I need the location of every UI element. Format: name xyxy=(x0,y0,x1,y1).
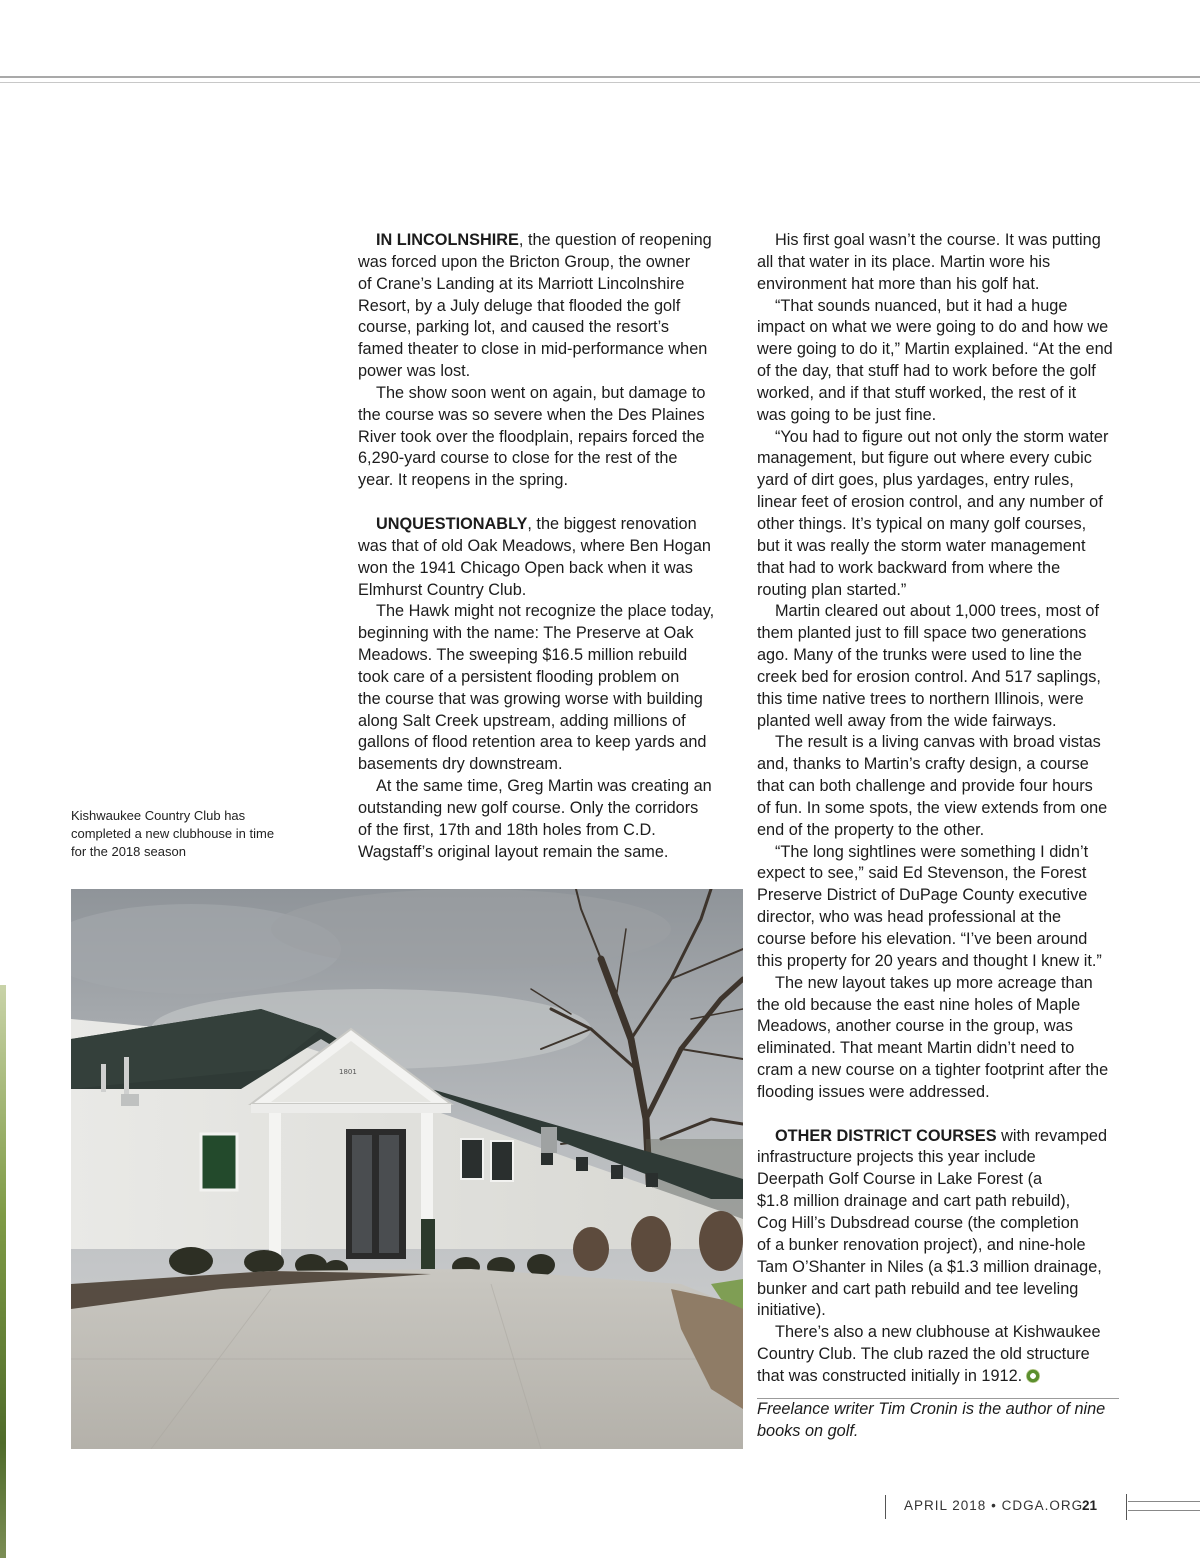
text-run: Wagstaff’s original layout remain the same. xyxy=(358,842,669,861)
text-line xyxy=(757,907,1133,929)
text-line xyxy=(757,1344,1133,1366)
text-line xyxy=(358,339,732,361)
text-run: was forced upon the Bricton Group, the owner xyxy=(358,252,691,271)
text-run: impact on what we were going to do and how we xyxy=(757,318,1109,337)
text-run: other things. It’s typical on many golf courses, xyxy=(757,514,1087,533)
text-line xyxy=(757,689,1133,711)
text-line xyxy=(757,1279,1133,1301)
text-line xyxy=(757,820,1133,842)
text-run: year. It reopens in the spring. xyxy=(358,471,568,490)
text-line xyxy=(757,645,1133,667)
text-line xyxy=(757,1060,1133,1082)
text-line xyxy=(757,361,1133,383)
text-line xyxy=(358,842,732,864)
text-run: the old because the east nine holes of Maple xyxy=(757,995,1081,1014)
text-run: eliminated. That meant Martin didn’t need to xyxy=(757,1039,1075,1058)
text-run: The show soon went on again, but damage to xyxy=(376,383,706,402)
text-run: of the first, 17th and 18th holes from C.D. xyxy=(358,820,656,839)
header-rule-thin xyxy=(0,82,1200,83)
text-run: routing plan started.” xyxy=(757,580,907,599)
text-run: Meadows, another course in the group, was xyxy=(757,1017,1073,1036)
article-column-middle xyxy=(358,230,732,863)
text-line xyxy=(757,711,1133,733)
text-run: them planted just to fill space two generations xyxy=(757,624,1087,643)
text-line xyxy=(757,383,1133,405)
text-line xyxy=(358,274,732,296)
text-line xyxy=(757,1191,1133,1213)
text-run: $1.8 million drainage and cart path rebuild), xyxy=(757,1192,1071,1211)
text-line xyxy=(757,732,1133,754)
caption-line: for the 2018 season xyxy=(71,844,186,859)
text-run: beginning with the name: The Preserve at Oak xyxy=(358,624,694,643)
text-line xyxy=(757,1322,1133,1344)
text-run: Deerpath Golf Course in Lake Forest (a xyxy=(757,1170,1043,1189)
text-line xyxy=(757,536,1133,558)
text-run: of the day, that stuff had to work before the golf xyxy=(757,362,1096,381)
cdga-logo-icon xyxy=(1026,1369,1040,1383)
text-line xyxy=(358,820,732,842)
text-line xyxy=(757,667,1133,689)
text-line xyxy=(757,1169,1133,1191)
text-line xyxy=(757,470,1133,492)
footer-issue-line xyxy=(904,1498,1083,1513)
text-line xyxy=(757,863,1133,885)
text-line xyxy=(757,929,1133,951)
text-line xyxy=(757,252,1133,274)
text-run: along Salt Creek upstream, adding millions of xyxy=(358,711,686,730)
text-line xyxy=(757,842,1133,864)
text-line xyxy=(757,1366,1133,1388)
text-line xyxy=(757,1016,1133,1038)
text-run: environment hat more than his golf hat. xyxy=(757,274,1040,293)
text-line xyxy=(757,427,1133,449)
text-line xyxy=(757,951,1133,973)
text-run: , the biggest renovation xyxy=(527,514,697,533)
article-column-right xyxy=(757,230,1133,1442)
text-line xyxy=(757,580,1133,602)
section-leadin: UNQUESTIONABLY xyxy=(376,514,528,533)
text-run: Martin cleared out about 1,000 trees, most of xyxy=(775,602,1099,621)
text-line xyxy=(757,339,1133,361)
text-run: 6,290-yard course to close for the rest of the xyxy=(358,449,678,468)
text-line xyxy=(757,317,1133,339)
text-run: that was constructed initially in 1912. xyxy=(757,1366,1023,1385)
text-run: River took over the floodplain, repairs forced the xyxy=(358,427,705,446)
text-line xyxy=(757,230,1133,252)
text-line xyxy=(757,885,1133,907)
footer-issue: APRIL 2018 xyxy=(904,1498,987,1513)
text-line xyxy=(757,1235,1133,1257)
text-line xyxy=(358,601,732,623)
text-line xyxy=(358,427,732,449)
text-line xyxy=(358,536,732,558)
text-run: flooding issues were addressed. xyxy=(757,1082,990,1101)
text-run: Resort, by a July deluge that flooded the golf xyxy=(358,296,681,315)
text-run: “The long sightlines were something I didn’t xyxy=(775,842,1089,861)
photo-caption xyxy=(71,807,301,861)
text-run: planted well away from the wide fairways. xyxy=(757,711,1057,730)
text-line xyxy=(358,405,732,427)
text-line xyxy=(358,667,732,689)
text-line xyxy=(757,776,1133,798)
text-line xyxy=(358,252,732,274)
text-run: Preserve District of DuPage County executive xyxy=(757,886,1088,905)
text-run: linear feet of erosion control, and any number of xyxy=(757,493,1103,512)
text-run: was that of old Oak Meadows, where Ben Hogan xyxy=(358,536,711,555)
text-run: this time native trees to northern Illinois, were xyxy=(757,689,1084,708)
article-column-right-body xyxy=(757,230,1133,1388)
text-run: The new layout takes up more acreage than xyxy=(775,973,1093,992)
text-line xyxy=(757,558,1133,580)
text-run: gallons of flood retention area to keep yards and xyxy=(358,733,707,752)
footer-separator: • xyxy=(991,1498,997,1513)
text-run: course, parking lot, and caused the resort’s xyxy=(358,318,670,337)
text-line xyxy=(757,798,1133,820)
text-line xyxy=(358,296,732,318)
text-run: bunker and cart path rebuild and tee leveling xyxy=(757,1279,1079,1298)
text-line xyxy=(757,514,1133,536)
section-leadin: OTHER DISTRICT COURSES xyxy=(775,1126,997,1145)
text-run: creek bed for erosion control. And 517 saplings, xyxy=(757,667,1101,686)
text-line xyxy=(358,754,732,776)
text-line xyxy=(757,1082,1133,1104)
text-run: outstanding new golf course. Only the corridors xyxy=(358,798,699,817)
page-number: 21 xyxy=(1082,1498,1098,1513)
text-line xyxy=(757,973,1133,995)
text-run: famed theater to close in mid-performance when xyxy=(358,340,708,359)
text-run: that had to work backward from where the xyxy=(757,558,1061,577)
text-line xyxy=(757,1126,1133,1148)
text-line xyxy=(757,623,1133,645)
text-run: power was lost. xyxy=(358,362,471,381)
text-line xyxy=(358,470,732,492)
text-line xyxy=(757,1300,1133,1322)
text-run: cram a new course on a tighter footprint after the xyxy=(757,1061,1109,1080)
text-run: His first goal wasn’t the course. It was putting xyxy=(775,231,1101,249)
text-run: management, but figure out where every cubic xyxy=(757,449,1092,468)
text-run: Elmhurst Country Club. xyxy=(358,580,527,599)
text-run: yard of dirt goes, plus yardages, entry rules, xyxy=(757,471,1074,490)
text-line xyxy=(358,623,732,645)
text-line xyxy=(358,711,732,733)
facing-page-edge xyxy=(0,985,6,1558)
text-run: this property for 20 years and thought I knew it.” xyxy=(757,951,1102,970)
text-line xyxy=(358,798,732,820)
text-run: The result is a living canvas with broad vistas xyxy=(775,733,1101,752)
text-line xyxy=(757,754,1133,776)
text-line xyxy=(757,1213,1133,1235)
text-line xyxy=(358,689,732,711)
text-line xyxy=(358,514,732,536)
text-run: worked, and if that stuff worked, the rest of it xyxy=(757,383,1077,402)
text-run: was going to be just fine. xyxy=(757,405,937,424)
text-line xyxy=(757,405,1133,427)
text-line xyxy=(757,601,1133,623)
text-run: director, who was head professional at the xyxy=(757,908,1062,927)
text-run: “You had to figure out not only the storm water xyxy=(775,427,1109,446)
text-line xyxy=(358,776,732,798)
text-run: Cog Hill’s Dubsdread course (the completion xyxy=(757,1213,1079,1232)
text-run: There’s also a new clubhouse at Kishwaukee xyxy=(775,1323,1101,1342)
text-line xyxy=(757,448,1133,470)
text-line xyxy=(358,558,732,580)
text-run: basements dry downstream. xyxy=(358,755,563,774)
text-run: the course was so severe when the Des Plaines xyxy=(358,405,705,424)
text-line xyxy=(358,230,732,252)
text-run: won the 1941 Chicago Open back when it was xyxy=(358,558,693,577)
footer-rule-lower xyxy=(1128,1510,1200,1511)
footer-tick xyxy=(1126,1494,1127,1520)
section-leadin: IN LINCOLNSHIRE xyxy=(376,231,519,249)
text-run: of Crane’s Landing at its Marriott Lincolnshire xyxy=(358,274,685,293)
text-run: initiative). xyxy=(757,1301,826,1320)
text-run: course before his elevation. “I’ve been around xyxy=(757,930,1088,948)
text-line xyxy=(358,732,732,754)
text-run: of fun. In some spots, the view extends from one xyxy=(757,798,1108,817)
text-run: infrastructure projects this year include xyxy=(757,1148,1036,1167)
text-run: but it was really the storm water management xyxy=(757,536,1086,555)
text-run: At the same time, Greg Martin was creating an xyxy=(376,777,712,796)
text-line xyxy=(757,1147,1133,1169)
building-number: 1801 xyxy=(339,1068,357,1076)
text-line xyxy=(757,995,1133,1017)
text-line xyxy=(757,1038,1133,1060)
text-run: , the question of reopening xyxy=(518,231,712,249)
text-line xyxy=(757,274,1133,296)
text-line xyxy=(358,317,732,339)
text-run: “That sounds nuanced, but it had a huge xyxy=(775,296,1068,315)
text-run: Meadows. The sweeping $16.5 million rebuild xyxy=(358,646,688,665)
text-run: the course that was growing worse with building xyxy=(358,689,703,708)
footer-rule xyxy=(1128,1501,1200,1502)
text-run: with revamped xyxy=(996,1126,1108,1145)
caption-line: Kishwaukee Country Club has xyxy=(71,808,246,823)
caption-line: completed a new clubhouse in time xyxy=(71,826,275,841)
text-line xyxy=(757,1257,1133,1279)
text-run: Tam O’Shanter in Niles (a $1.3 million drainage, xyxy=(757,1257,1102,1276)
text-line xyxy=(358,383,732,405)
text-run: expect to see,” said Ed Stevenson, the Forest xyxy=(757,864,1087,883)
text-line xyxy=(358,361,732,383)
footer-divider xyxy=(885,1495,886,1519)
text-line xyxy=(757,296,1133,318)
text-run: and, thanks to Martin’s crafty design, a course xyxy=(757,755,1089,774)
header-rule xyxy=(0,76,1200,78)
text-run: that can both challenge and provide four hours xyxy=(757,777,1093,796)
text-run: end of the property to the other. xyxy=(757,820,985,839)
text-run: took care of a persistent flooding problem on xyxy=(358,667,680,686)
text-line xyxy=(358,645,732,667)
text-run: all that water in its place. Martin wore his xyxy=(757,252,1051,271)
text-run: The Hawk might not recognize the place today, xyxy=(376,602,715,621)
text-run: were going to do it,” Martin explained. “At the end xyxy=(757,340,1113,359)
text-run: of a bunker renovation project), and nine-hole xyxy=(757,1235,1086,1254)
text-run: Country Club. The club razed the old structure xyxy=(757,1345,1090,1364)
text-line xyxy=(757,492,1133,514)
text-line xyxy=(358,448,732,470)
text-line xyxy=(358,580,732,602)
footer-site: CDGA.ORG xyxy=(1001,1498,1084,1513)
clubhouse-photo xyxy=(71,889,743,1449)
text-run: ago. Many of the trunks were used to line the xyxy=(757,646,1082,665)
author-byline: Freelance writer Tim Cronin is the author of nine books on golf. xyxy=(757,1399,1106,1440)
